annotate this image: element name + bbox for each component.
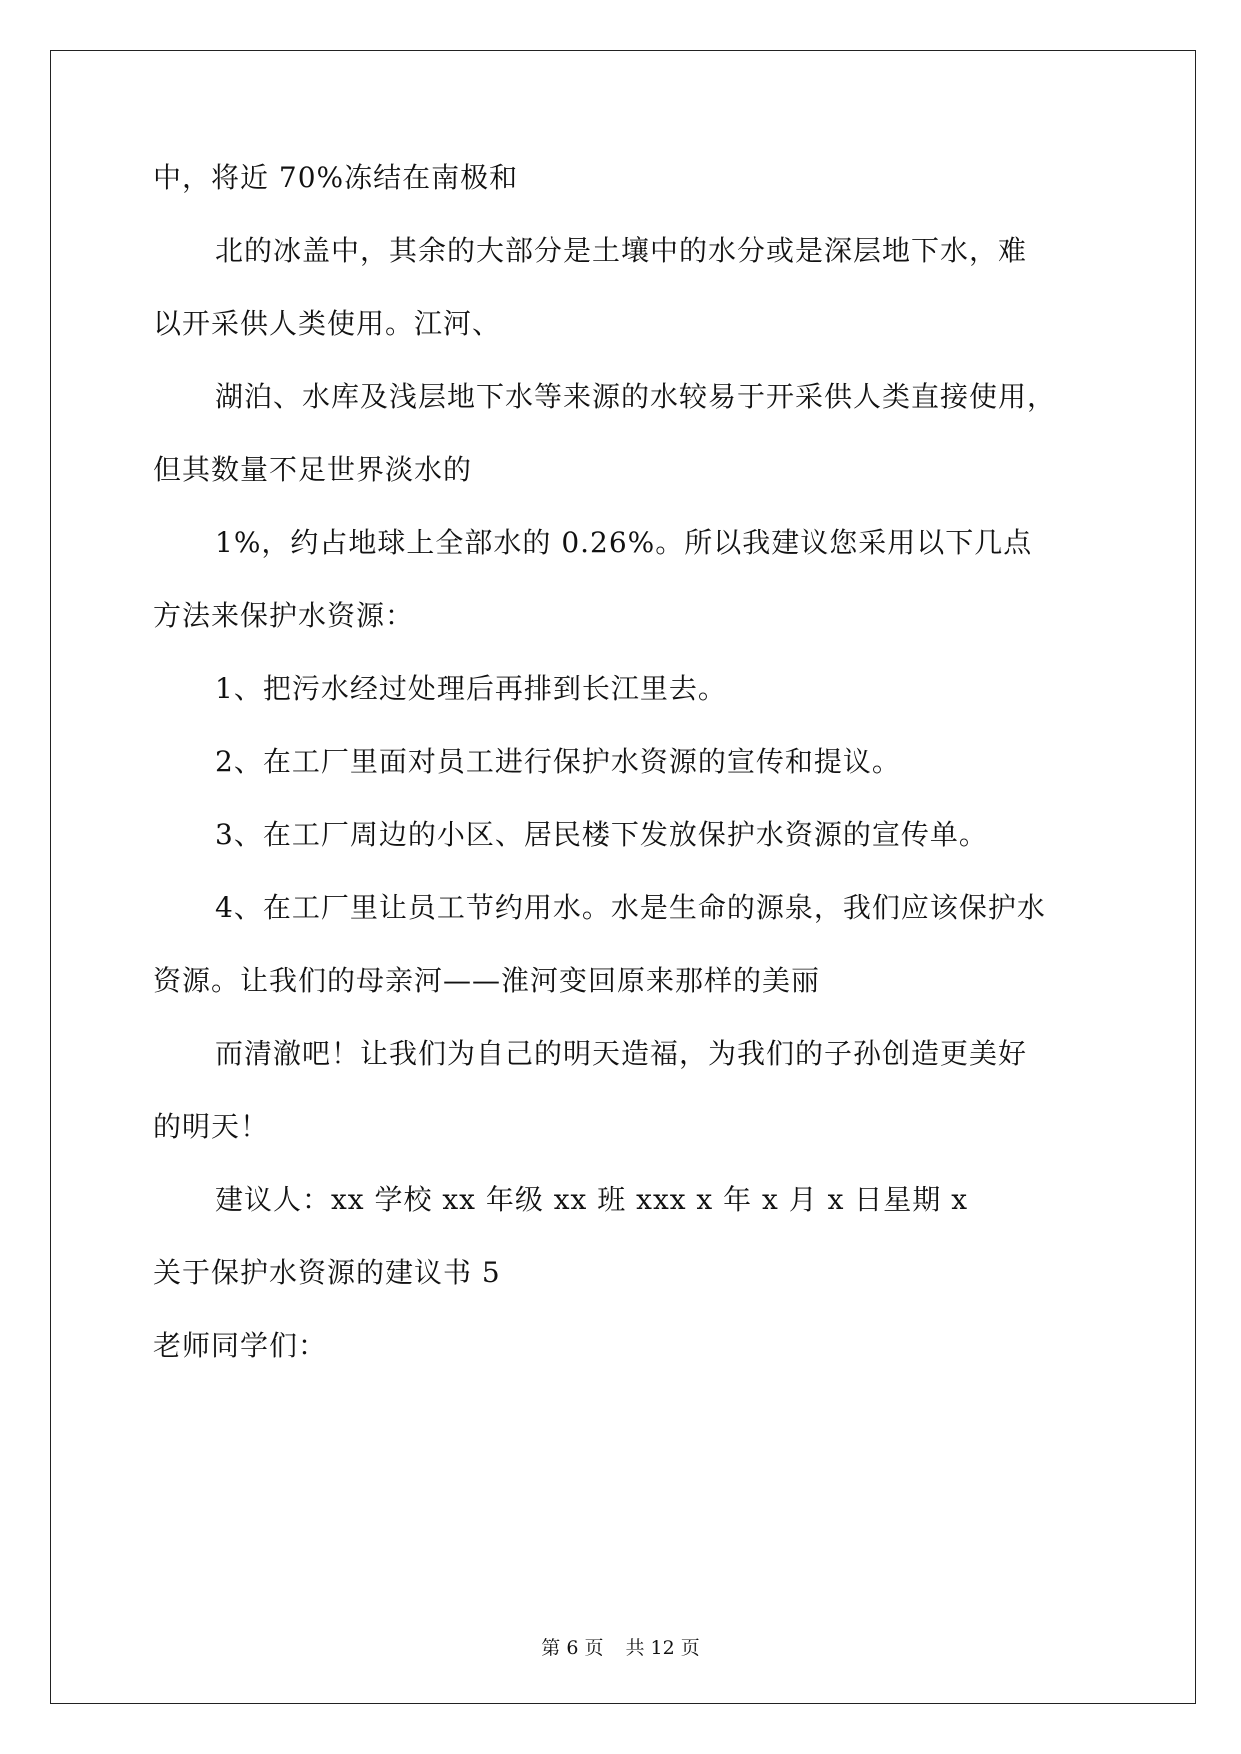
page-number-total: 共 12 页 (625, 1637, 700, 1659)
text-line-14: 的明天！ (153, 1110, 270, 1143)
text-line-6: 1%，约占地球上全部水的 0.26%。所以我建议您采用以下几点 (215, 526, 1033, 559)
text-line-10: 3、在工厂周边的小区、居民楼下发放保护水资源的宣传单。 (215, 818, 988, 851)
text-line-2: 北的冰盖中，其余的大部分是土壤中的水分或是深层地下水，难 (215, 234, 1028, 267)
text-line-1: 中，将近 70%冻结在南极和 (153, 161, 519, 194)
text-line-13: 而清澈吧！让我们为自己的明天造福，为我们的子孙创造更美好 (215, 1037, 1028, 1070)
text-line-11: 4、在工厂里让员工节约用水。水是生命的源泉，我们应该保护水 (215, 891, 1046, 924)
text-line-12: 资源。让我们的母亲河——淮河变回原来那样的美丽 (153, 964, 821, 997)
page-border (50, 50, 1196, 1704)
section-heading: 关于保护水资源的建议书 5 (153, 1256, 501, 1289)
text-line-7: 方法来保护水资源： (153, 599, 415, 632)
text-line-5: 但其数量不足世界淡水的 (153, 453, 473, 486)
page-number-current: 第 6 页 (541, 1637, 604, 1659)
salutation-line: 老师同学们： (153, 1329, 328, 1362)
text-line-8: 1、把污水经过处理后再排到长江里去。 (215, 672, 727, 705)
text-line-4: 湖泊、水库及浅层地下水等来源的水较易于开采供人类直接使用， (215, 380, 1057, 413)
page-footer (0, 1636, 1241, 1660)
text-line-9: 2、在工厂里面对员工进行保护水资源的宣传和提议。 (215, 745, 901, 778)
signature-line: 建议人：xx 学校 xx 年级 xx 班 xxx x 年 x 月 x 日星期 x (215, 1183, 968, 1216)
text-line-3: 以开采供人类使用。江河、 (153, 307, 502, 340)
